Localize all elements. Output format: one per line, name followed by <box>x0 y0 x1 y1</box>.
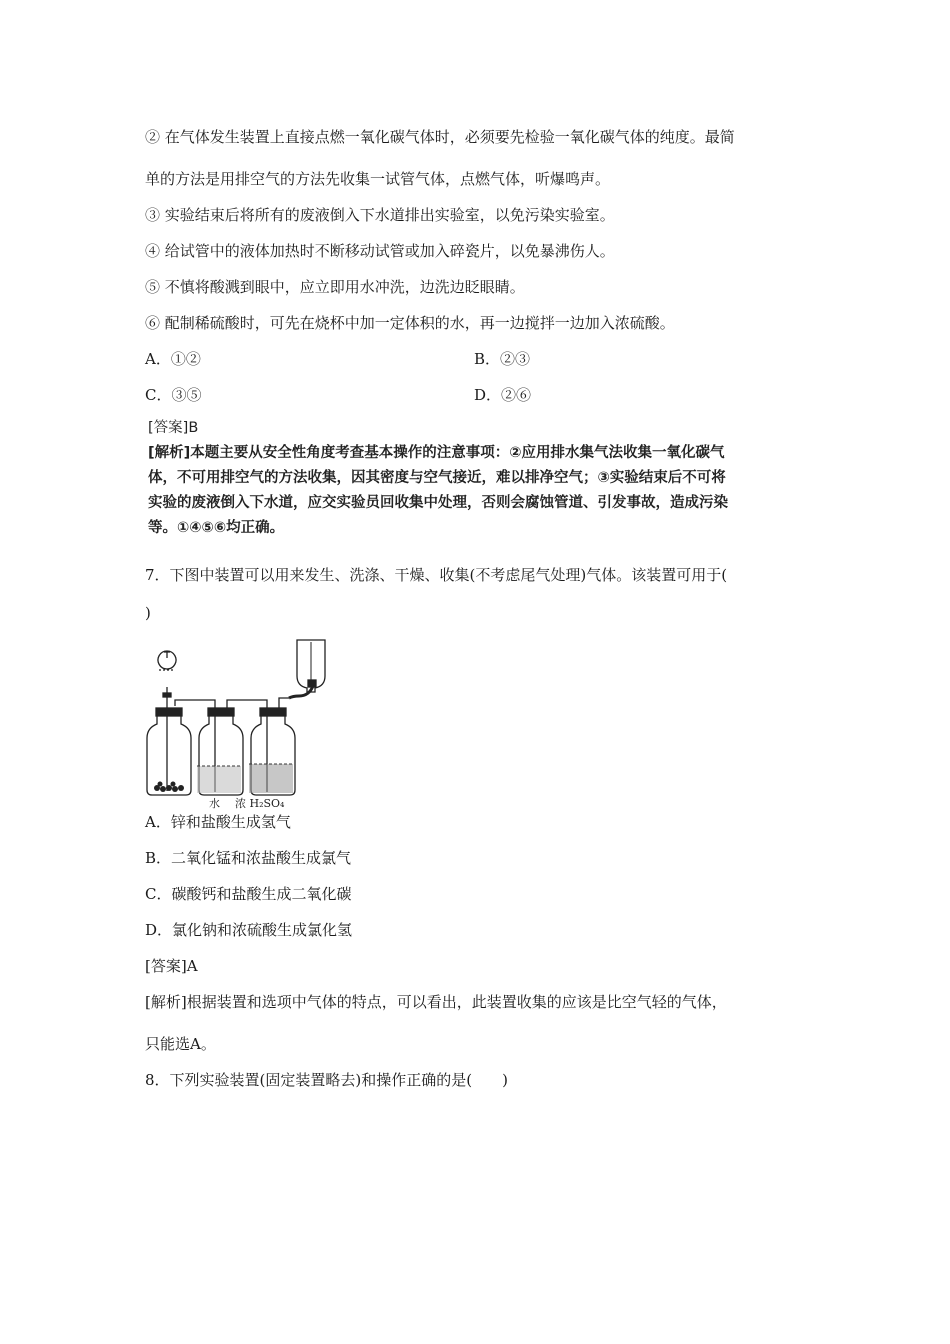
q7-stem-line-2: ) <box>145 604 151 622</box>
q6-option-a: A．①② <box>145 350 201 368</box>
q8-stem: 8．下列实验装置(固定装置略去)和操作正确的是( ) <box>145 1071 508 1089</box>
q7-stem-line-1: 7．下图中装置可以用来发生、洗涤、干燥、收集(不考虑尾气处理)气体。该装置可用于( <box>145 566 728 584</box>
q7-answer: [答案]A <box>145 957 198 975</box>
q6-analysis-line-3: 实验的废液倒入下水道，应交实验员回收集中处理，否则会腐蚀管道、引发事故，造成污染 <box>148 495 728 511</box>
q6-option-b: B．②③ <box>474 350 531 368</box>
q7-analysis-line-1: [解析]根据装置和选项中气体的特点，可以看出，此装置收集的应该是比空气轻的气体， <box>145 993 727 1011</box>
q6-answer <box>148 418 198 438</box>
q7-option-d: D．氯化钠和浓硫酸生成氯化氢 <box>145 921 353 939</box>
q6-option-c: C．③⑤ <box>145 386 202 404</box>
q6-item-5: ⑤ 不慎将酸溅到眼中，应立即用水冲洗，边洗边眨眼睛。 <box>145 278 525 296</box>
label-water: 水 <box>209 797 220 810</box>
gas-apparatus-figure <box>145 636 345 810</box>
label-conc-sulfuric-acid: 浓 H₂SO₄ <box>235 797 285 810</box>
q6-item-2-line-1: ② 在气体发生装置上直接点燃一氧化碳气体时，必须要先检验一氧化碳气体的纯度。最简 <box>145 128 735 146</box>
q6-item-4: ④ 给试管中的液体加热时不断移动试管或加入碎瓷片，以免暴沸伤人。 <box>145 242 615 260</box>
q6-analysis-line-4: 等。①④⑤⑥均正确。 <box>148 520 285 536</box>
q6-analysis-line-1: [解析]本题主要从安全性角度考查基本操作的注意事项：②应用排水集气法收集一氧化碳气 <box>148 445 725 461</box>
q6-item-2-line-2: 单的方法是用排空气的方法先收集一试管气体，点燃气体，听爆鸣声。 <box>145 170 611 188</box>
q6-option-d: D．②⑥ <box>474 386 532 404</box>
q7-option-a: A．锌和盐酸生成氢气 <box>145 813 291 831</box>
q7-analysis-line-2: 只能选A。 <box>145 1035 216 1053</box>
q6-item-3: ③ 实验结束后将所有的废液倒入下水道排出实验室，以免污染实验室。 <box>145 206 615 224</box>
q6-analysis-line-2: 体，不可用排空气的方法收集，因其密度与空气接近，难以排净空气；③实验结束后不可将 <box>148 470 726 486</box>
q6-answer-text: [答案]B <box>148 420 199 436</box>
bottle-1 <box>147 714 191 795</box>
q6-item-6: ⑥ 配制稀硫酸时，可先在烧杯中加一定体积的水，再一边搅拌一边加入浓硫酸。 <box>145 314 675 332</box>
q7-option-b: B．二氧化锰和浓盐酸生成氯气 <box>145 849 352 867</box>
q7-option-c: C．碳酸钙和盐酸生成二氧化碳 <box>145 885 352 903</box>
